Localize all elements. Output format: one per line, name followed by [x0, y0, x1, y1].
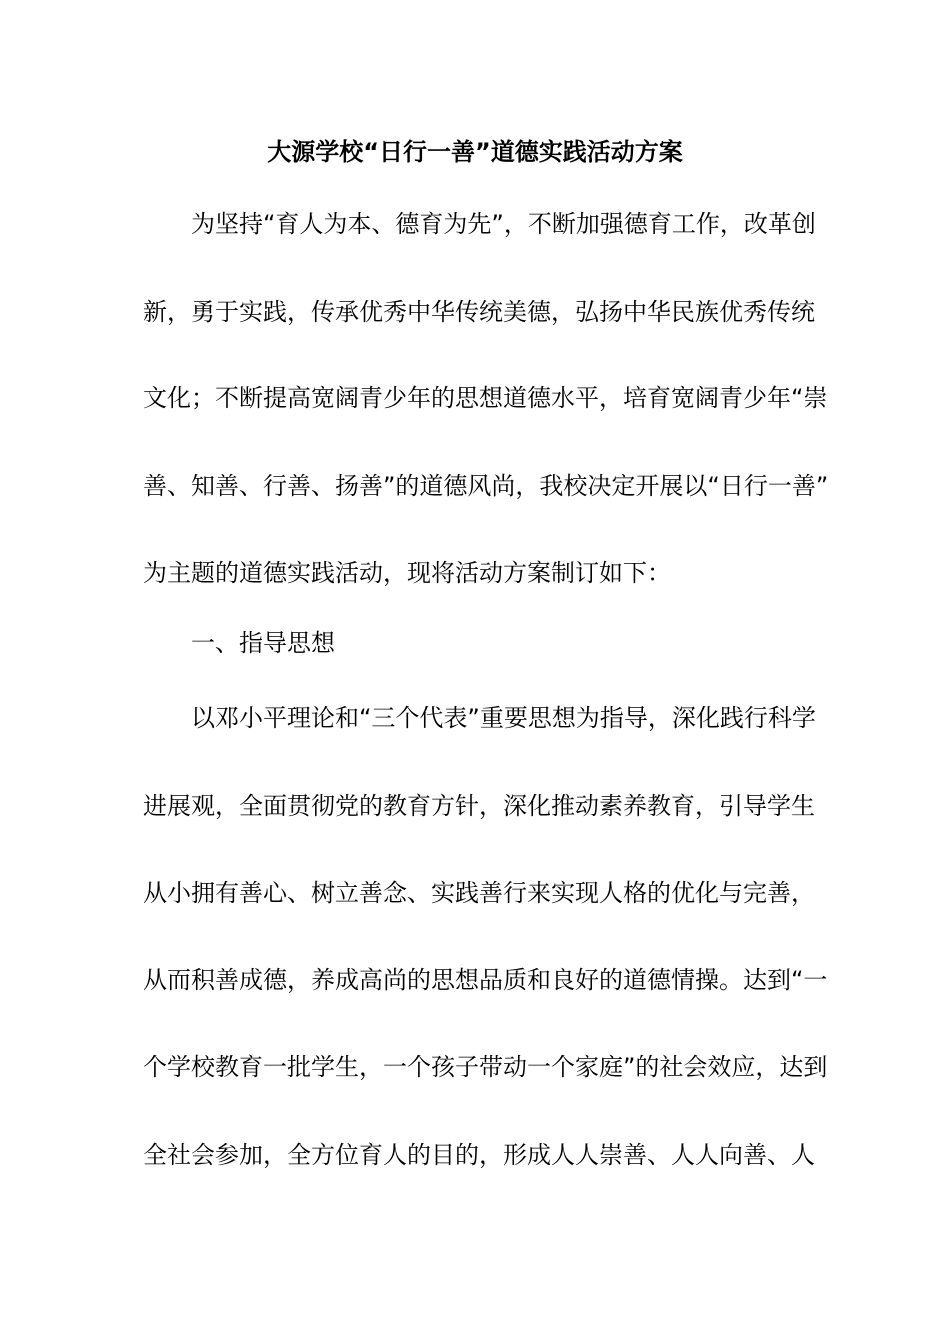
paragraph-line: 善、知善、行善、扬善”的道德风尚，我校决定开展以“日行一善”	[143, 472, 829, 500]
paragraph-line: 为主题的道德实践活动，现将活动方案制订如下：	[143, 559, 671, 587]
paragraph-line: 文化；不断提高宽阔青少年的思想道德水平，培育宽阔青少年“崇	[143, 384, 828, 412]
paragraph-line: 从小拥有善心、树立善念、实践善行来实现人格的优化与完善，	[143, 879, 815, 907]
paragraph-line: 全社会参加，全方位育人的目的，形成人人崇善、人人向善、人	[143, 1141, 815, 1169]
paragraph-line: 新，勇于实践，传承优秀中华传统美德，弘扬中华民族优秀传统	[143, 298, 815, 326]
document-title: 大源学校“日行一善”道德实践活动方案	[267, 138, 683, 166]
paragraph-line: 以邓小平理论和“三个代表”重要思想为指导，深化践行科学	[191, 704, 816, 732]
paragraph-line: 个学校教育一批学生，一个孩子带动一个家庭”的社会效应，达到	[143, 1053, 828, 1081]
paragraph-line: 为坚持“育人为本、德育为先”，不断加强德育工作，改革创	[191, 210, 816, 238]
paragraph-line: 从而积善成德，养成高尚的思想品质和良好的道德情操。达到“一	[143, 966, 828, 994]
paragraph-line: 进展观，全面贯彻党的教育方针，深化推动素养教育，引导学生	[143, 792, 815, 820]
section-heading: 一、指导思想	[191, 629, 335, 657]
